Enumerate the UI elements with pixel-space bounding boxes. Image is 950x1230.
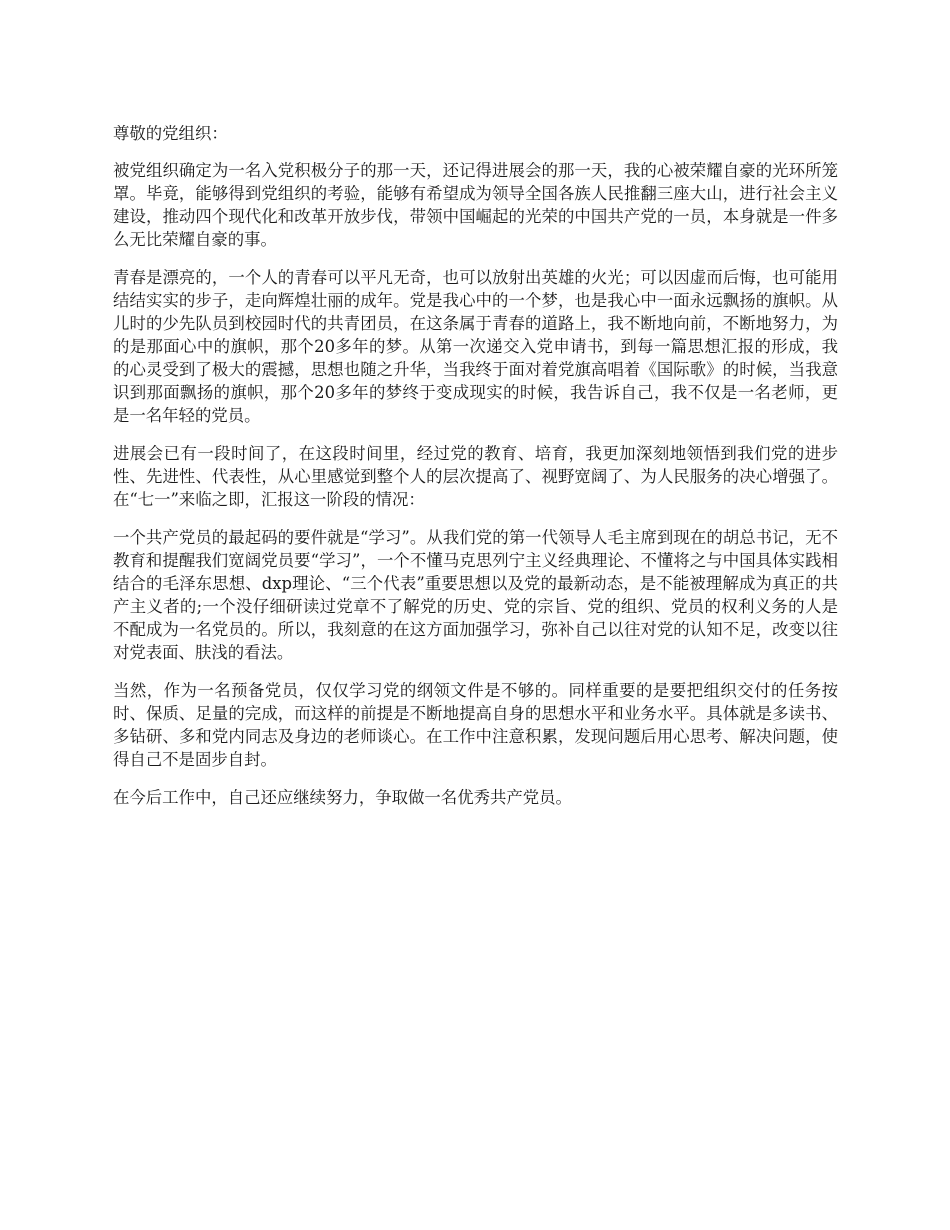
paragraph-1: 被党组织确定为一名入党积极分子的那一天，还记得进展会的那一天，我的心被荣耀自豪的光环所笼罩。毕竟，能够得到党组织的考验，能够有希望成为领导全国各族人民推翻三座大山，进行社会主义建设，推动四个现代化和改革开放步伐，带领中国崛起的光荣的中国共产党的一员，本身就是一件多么无比荣耀自豪的事。 [113, 161, 838, 249]
paragraph-4: 一个共产党员的最起码的要件就是“学习”。从我们党的第一代领导人毛主席到现在的胡总书记，无不教育和提醒我们宽阔党员要“学习”，一个不懂马克思列宁主义经典理论、不懂将之与中国具体实践相结合的毛泽东思想、dxp理论、“三个代表”重要思想以及党的最新动态，是不能被理解成为真正的共产主义者的;一个没仔细研读过党章不了解党的历史、党的宗旨、党的组织、党员的权利义务的人是不配成为一名党员的。所以，我刻意的在这方面加强学习，弥补自己以往对党的认知不足，改变以往对党表面、肤浅的看法。 [113, 528, 838, 662]
salutation: 尊敬的党组织： [113, 124, 228, 143]
paragraph-3: 进展会已有一段时间了，在这段时间里，经过党的教育、培育，我更加深刻地领悟到我们党的进步性、先进性、代表性，从心里感觉到整个人的层次提高了、视野宽阔了、为人民服务的决心增强了。在“七一”来临之即，汇报这一阶段的情况： [113, 444, 838, 509]
paragraph-2: 青春是漂亮的，一个人的青春可以平凡无奇，也可以放射出英雄的火光；可以因虚而后悔，也可能用结结实实的步子，走向辉煌壮丽的成年。党是我心中的一个梦，也是我心中一面永远飘扬的旗帜。从儿时的少先队员到校园时代的共青团员，在这条属于青春的道路上，我不断地向前，不断地努力，为的是那面心中的旗帜，那个20多年的梦。从第一次递交入党申请书，到每一篇思想汇报的形成，我的心灵受到了极大的震撼，思想也随之升华，当我终于面对着党旗高唱着《国际歌》的时候，当我意识到那面飘扬的旗帜，那个20多年的梦终于变成现实的时候，我告诉自己，我不仅是一名老师，更是一名年轻的党员。 [113, 268, 838, 425]
paragraph-6: 在今后工作中，自己还应继续努力，争取做一名优秀共产党员。 [113, 788, 572, 807]
paragraph-5: 当然，作为一名预备党员，仅仅学习党的纲领文件是不够的。同样重要的是要把组织交付的任务按时、保质、足量的完成，而这样的前提是不断地提高自身的思想水平和业务水平。具体就是多读书、多钻研、多和党内同志及身边的老师谈心。在工作中注意积累，发现问题后用心思考、解决问题，使得自己不是固步自封。 [113, 681, 838, 769]
document-body [113, 122, 838, 824]
